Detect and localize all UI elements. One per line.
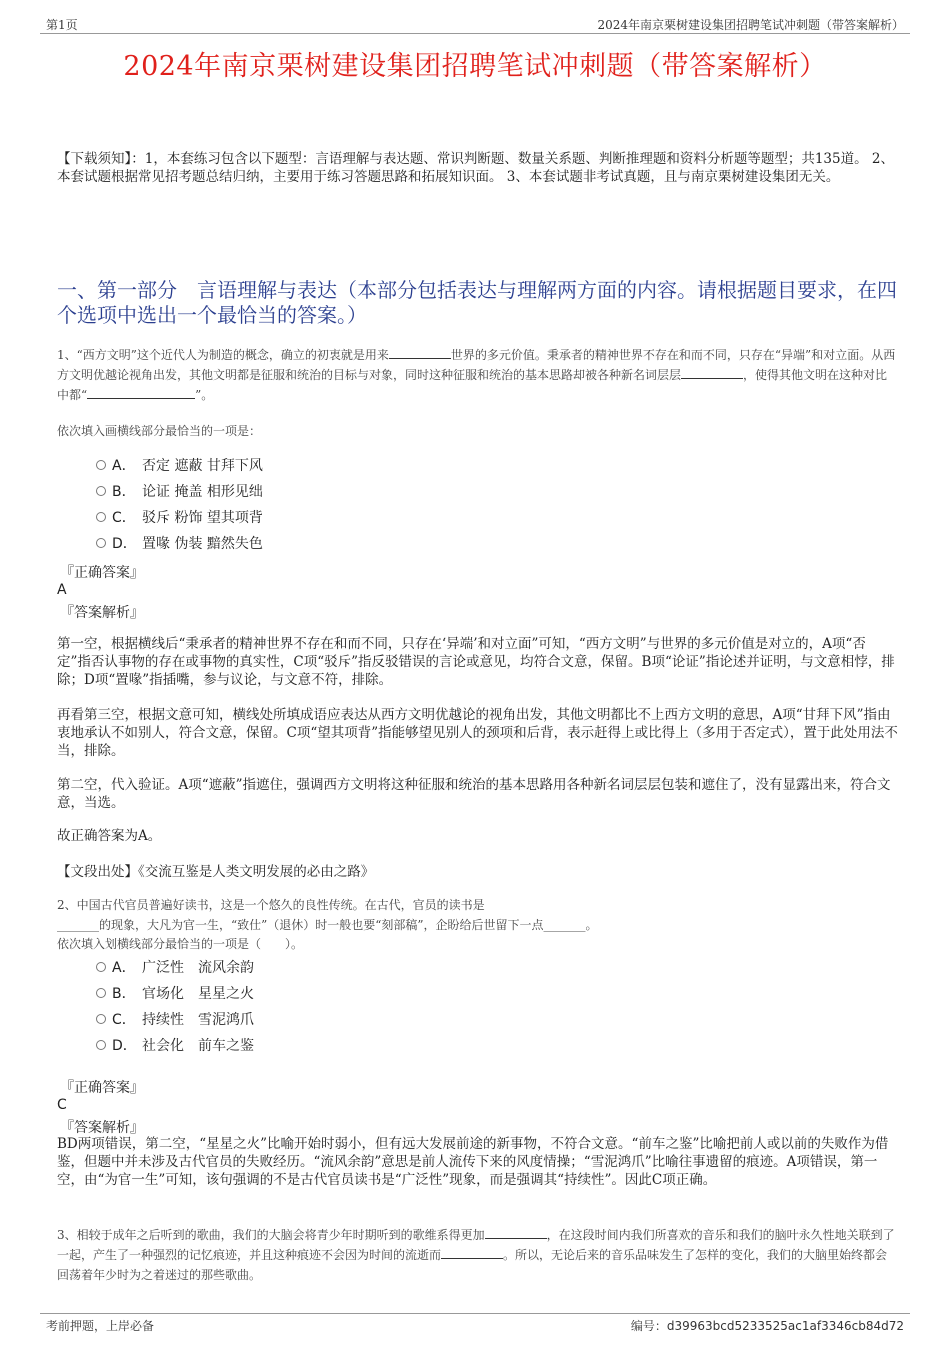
q1-text-part-4: ”。	[195, 388, 214, 402]
radio-icon[interactable]	[96, 512, 106, 522]
q1-text-part-2: 世界的多元价值。秉承者的精神世界不存在和而不同，只存在“异端”和对立面。从西方文明优越论视角出发，其他文明都是征服和统治的目标与对象，同时这种征服和统治的基本思路却被各种新名词层层	[57, 348, 896, 382]
option-text: 持续性 雪泥鸿爪	[142, 1012, 254, 1028]
q2-analysis: BD两项错误，第二空，“星星之火”比喻开始时弱小，但有远大发展前途的新事物，不符合文意。“前车之鉴”比喻把前人或以前的失败作为借鉴，但题中并未涉及古代官员的失败经历。“流风余韵”意思是前人流传下来的风度情操；“雪泥鸿爪”比喻往事遗留的痕迹。A项错误，第一空，由“为官一生”可知，该句强调的不是古代官员读书是“广泛性”现象，而是强调其“持续性”。因此C项正确。	[57, 1136, 889, 1188]
q1-option-d[interactable]	[96, 535, 263, 553]
q1-analysis-paragraph-4: 故正确答案为A。	[57, 828, 162, 844]
q1-blank-2	[681, 366, 743, 379]
footer-doc-id	[631, 1317, 904, 1334]
option-letter: A．	[112, 960, 136, 976]
q1-source: 【文段出处】《交流互鉴是人类文明发展的必由之路》	[57, 864, 375, 880]
option-letter: B．	[112, 484, 136, 500]
option-text: 广泛性 流风余韵	[142, 960, 254, 976]
q1-analysis-paragraph-3: 第二空，代入验证。A项“遮蔽”指遮住，强调西方文明将这种征服和统治的基本思路用各种新名词层层包装和遮住了，没有显露出来，符合文意，当选。	[57, 777, 891, 811]
q3-blank-2	[441, 1246, 503, 1259]
question-2-stem-line-1: 2、中国古代官员普遍好读书，这是一个悠久的良性传统。在古代，官员的读书是	[57, 898, 485, 912]
q1-analysis-paragraph-1: 第一空，根据横线后“秉承者的精神世界不存在和而不同，只存在‘异端’和对立面”可知，“西方文明”与世界的多元价值是对立的，A项“否定”指否认事物的存在或事物的真实性，C项“驳斥”指反驳错误的言论或意见，均符合文意，保留。B项“论证”指论述并证明，与文意相悖，排除；D项“置喙”指插嘴，参与议论，与文意不符，排除。	[57, 636, 895, 688]
option-letter: D．	[112, 536, 137, 552]
q2-option-a[interactable]	[96, 959, 254, 977]
q3-text-part-3: 。所以，无论后来的音乐品味发生了怎样的变化，我们的大脑里始终都会回荡着年少时为之着迷过的那些歌曲。	[57, 1248, 888, 1282]
section-heading: 一、第一部分 言语理解与表达（本部分包括表达与理解两方面的内容。请根据题目要求，在四个选项中选出一个最恰当的答案。）	[57, 278, 897, 327]
option-text: 官场化 星星之火	[142, 986, 254, 1002]
radio-icon[interactable]	[96, 988, 106, 998]
option-letter: C．	[112, 1012, 136, 1028]
q1-option-c[interactable]	[96, 509, 263, 527]
q2-instruction: 依次填入划横线部分最恰当的一项是（ ）。	[57, 937, 304, 951]
option-letter: C．	[112, 510, 136, 526]
q2-answer: C	[57, 1097, 67, 1113]
radio-icon[interactable]	[96, 460, 106, 470]
q1-option-a[interactable]	[96, 457, 263, 475]
option-text: 置喙 伪装 黯然失色	[142, 536, 263, 552]
page-header	[40, 15, 910, 34]
q1-instruction: 依次填入画横线部分最恰当的一项是：	[57, 424, 262, 438]
q1-text-part-3: ，使得其他文明在这种对比中都“	[57, 368, 888, 402]
footer-code: d39963bcd5233525ac1af3346cb84d72	[666, 1319, 904, 1333]
q2-analysis-label: 『答案解析』	[60, 1120, 144, 1136]
question-1-stem	[57, 345, 897, 405]
q2-option-b[interactable]	[96, 985, 254, 1003]
q1-blank-1	[389, 346, 451, 359]
question-2-stem-line-2: _______的现象，大凡为官一生，“致仕”（退休）时一般也要“刻部稿”，企盼给后世留下一点_______。	[57, 918, 598, 932]
q2-option-d[interactable]	[96, 1037, 254, 1055]
option-letter: B．	[112, 986, 136, 1002]
header-doc-title: 2024年南京栗树建设集团招聘笔试冲刺题（带答案解析）	[597, 18, 904, 32]
option-letter: D．	[112, 1038, 137, 1054]
option-letter: A．	[112, 458, 136, 474]
q3-blank-1	[485, 1226, 547, 1239]
option-text: 论证 掩盖 相形见绌	[142, 484, 263, 500]
document-title: 2024年南京栗树建设集团招聘笔试冲刺题（带答案解析）	[123, 51, 827, 82]
question-3-stem	[57, 1225, 897, 1285]
page-footer	[40, 1313, 910, 1332]
q1-text-part-1: 1、“西方文明”这个近代人为制造的概念，确立的初衷就是用来	[57, 348, 389, 362]
radio-icon[interactable]	[96, 962, 106, 972]
q3-text-part-1: 3、相较于成年之后听到的歌曲，我们的大脑会将青少年时期听到的歌维系得更加	[57, 1228, 485, 1242]
q1-blank-3	[87, 386, 195, 399]
download-notice: 【下载须知】：1，本套练习包含以下题型：言语理解与表达题、常识判断题、数量关系题、判断推理题和资料分析题等题型；共135道。 2、本套试题根据常见招考题总结归纳，主要用于练习答题思路和拓展知识面。 3、本套试题非考试真题，且与南京栗树建设集团无关。	[57, 151, 894, 185]
q1-analysis-paragraph-2: 再看第三空，根据文意可知，横线处所填成语应表达从西方文明优越论的视角出发，其他文明都比不上西方文明的意思，A项“甘拜下风”指由衷地承认不如别人，符合文意，保留。C项“望其项背”指能够望见别人的颈项和后背，表示赶得上或比得上（多用于否定式），置于此处用法不当，排除。	[57, 707, 898, 759]
q2-option-c[interactable]	[96, 1011, 254, 1029]
q1-analysis-label: 『答案解析』	[60, 605, 144, 621]
footer-code-label: 编号：	[630, 1319, 667, 1333]
option-text: 社会化 前车之鉴	[142, 1038, 254, 1054]
q2-answer-label: 『正确答案』	[60, 1080, 144, 1096]
q1-answer: A	[57, 582, 67, 598]
radio-icon[interactable]	[96, 1014, 106, 1024]
option-text: 驳斥 粉饰 望其项背	[142, 510, 263, 526]
q3-text-part-2: ，在这段时间内我们所喜欢的音乐和我们的脑叶永久性地关联到了一起，产生了一种强烈的记忆痕迹，并且这种痕迹不会因为时间的流逝而	[57, 1228, 895, 1262]
radio-icon[interactable]	[96, 1040, 106, 1050]
page-number: 第1页	[46, 18, 78, 32]
q1-answer-label: 『正确答案』	[60, 565, 144, 581]
q1-option-b[interactable]	[96, 483, 263, 501]
footer-slogan: 考前押题，上岸必备	[46, 1319, 155, 1333]
radio-icon[interactable]	[96, 538, 106, 548]
radio-icon[interactable]	[96, 486, 106, 496]
option-text: 否定 遮蔽 甘拜下风	[142, 458, 263, 474]
